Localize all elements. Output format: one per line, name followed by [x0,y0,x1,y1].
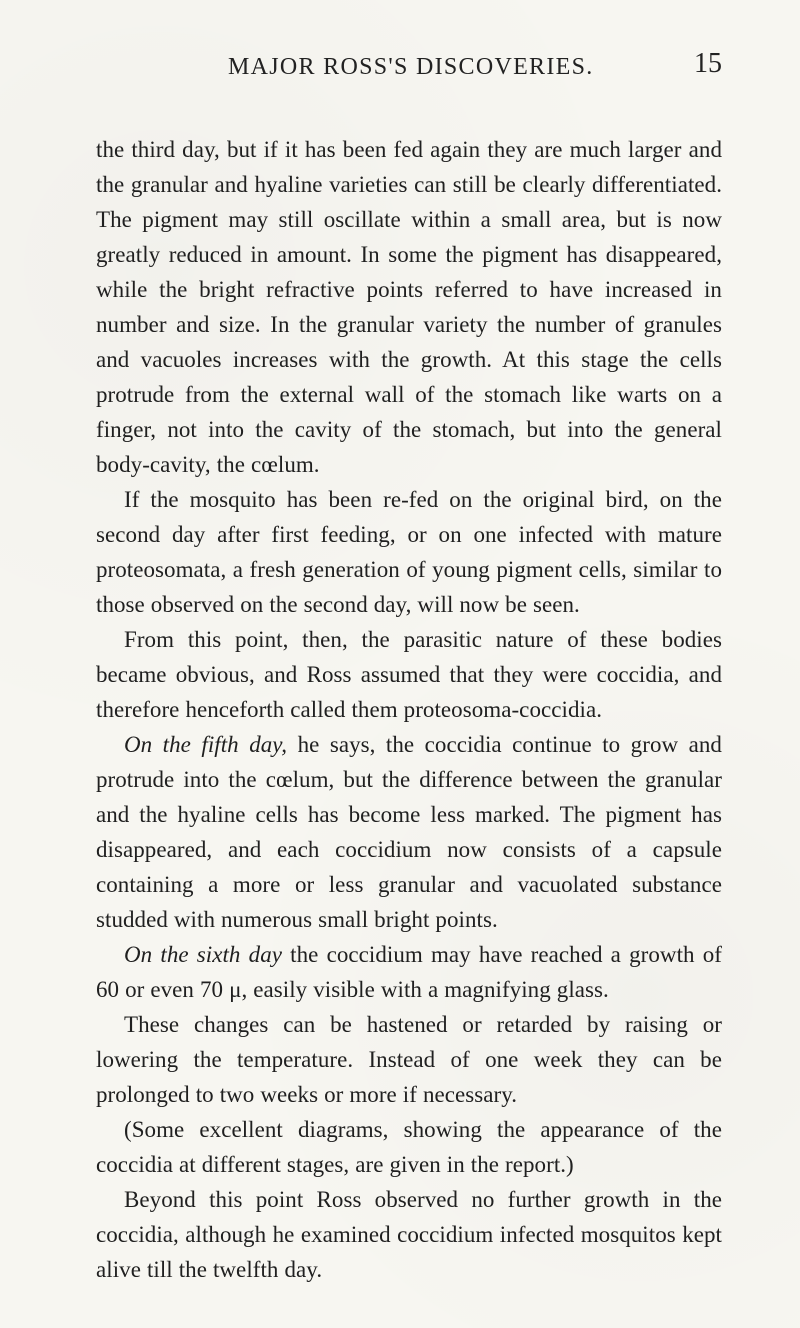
paragraph-2-text: If the mosquito has been re-fed on the original bird, on the second day after first feeding, or on one infected with mature proteosomata, a fresh generation of young pigment cells, similar to those observed on the second day, will now be seen. [96,487,722,617]
paragraph-3-text: From this point, then, the parasitic nature of these bodies became obvious, and Ross assumed that they were coccidia, and therefore henceforth called them proteosoma-coccidia. [96,627,722,722]
paragraph-8 [96,1182,722,1287]
paragraph-4-text: he says, the coccidia continue to grow and protrude into the cœlum, but the difference between the granular and the hyaline cells has become less marked. The pigment has disappeared, and each coccidium now consists of a capsule containing a more or less granular and vacuolated substance studded with numerous small bright points. [96,732,722,932]
paragraph-1 [96,132,722,482]
running-head: MAJOR ROSS'S DISCOVERIES. [228,54,594,80]
page-header [96,48,722,112]
paragraph-5-text: the coccidium may have reached a growth of 60 or even 70 μ, easily visible with a magnifying glass. [96,942,722,1002]
paragraph-7-text: (Some excellent diagrams, showing the appearance of the coccidia at different stages, are given in the report.) [96,1117,722,1177]
paragraph-5 [96,937,722,1007]
paragraph-6-text: These changes can be hastened or retarded by raising or lowering the temperature. Instead of one week they can be prolonged to two weeks or more if necessary. [96,1012,722,1107]
paragraph-5-italic-lead: On the sixth day [124,942,282,967]
paragraph-1-text: the third day, but if it has been fed again they are much larger and the granular and hyaline varieties can still be clearly differentiated. The pigment may still oscillate within a small area, but is now greatly reduced in amount. In some the pigment has disappeared, while the bright refractive points referred to have increased in number and size. In the granular variety the number of granules and vacuoles increases with the growth. At this stage the cells protrude from the external wall of the stomach like warts on a finger, not into the cavity of the stomach, but into the general body-cavity, the cœlum. [96,137,722,477]
paragraph-7 [96,1112,722,1182]
paragraph-4 [96,727,722,937]
paragraph-3 [96,622,722,727]
body-text [96,132,722,1287]
paragraph-6 [96,1007,722,1112]
page-number: 15 [694,48,722,79]
paragraph-2 [96,482,722,622]
paragraph-8-text: Beyond this point Ross observed no further growth in the coccidia, although he examined coccidium infected mosquitos kept alive till the twelfth day. [96,1187,722,1282]
paragraph-4-italic-lead: On the fifth day, [124,732,288,757]
